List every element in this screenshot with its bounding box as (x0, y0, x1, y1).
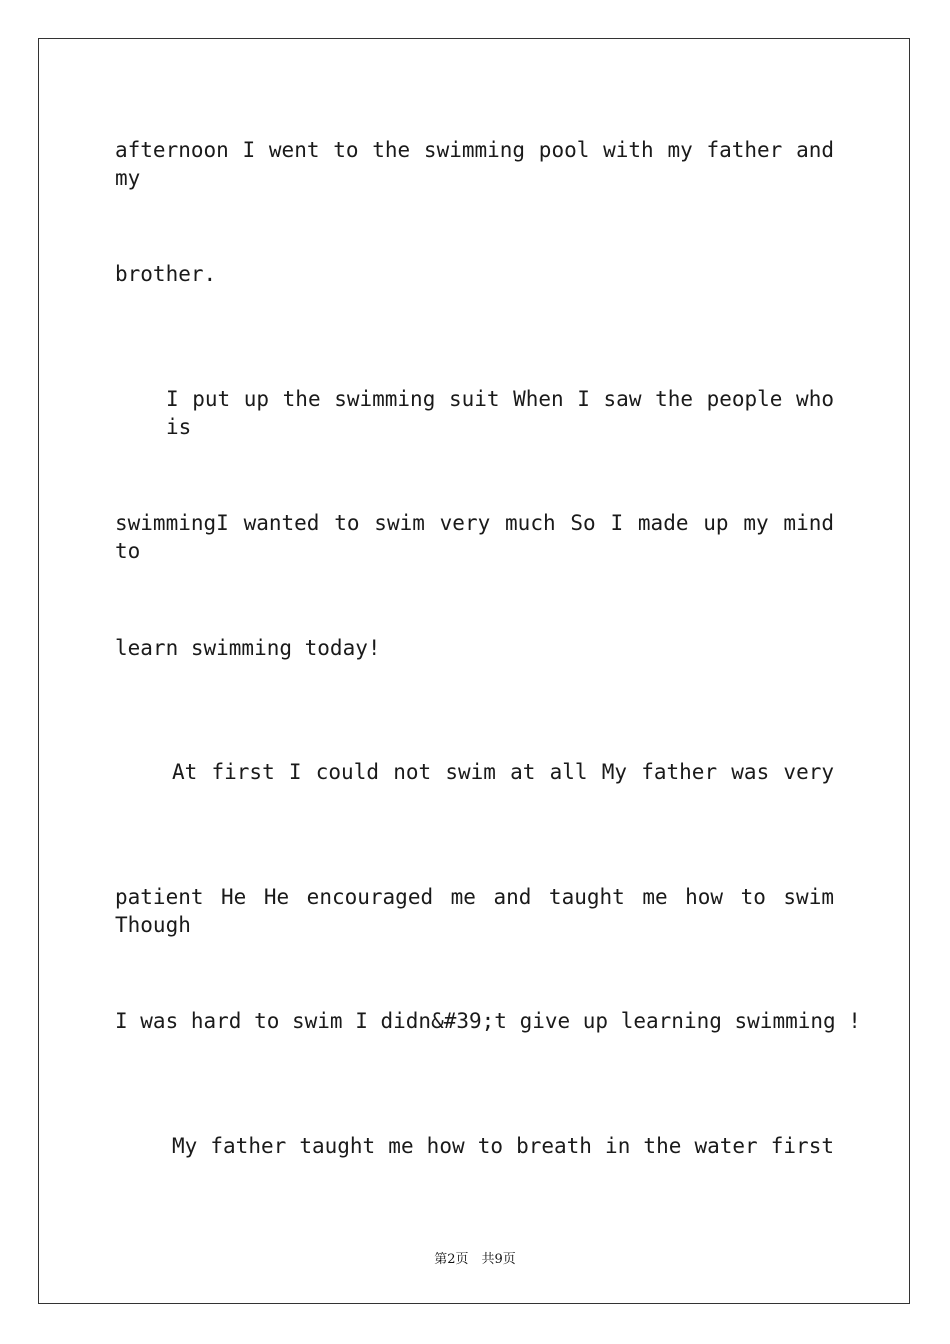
body-line-1: afternoon I went to the swimming pool with my father and my (115, 138, 834, 190)
body-line-6: At first I could not swim at all My father was very (172, 760, 834, 784)
body-line-8: I was hard to swim I didn&#39;t give up learning swimming ! (115, 1009, 861, 1033)
body-line-7: patient He He encouraged me and taught me how to swim Though (115, 885, 834, 937)
page-number-footer: 第2页 共9页 (434, 1252, 516, 1267)
body-line-5: learn swimming today! (115, 636, 381, 660)
page-border (38, 38, 910, 1304)
body-line-2: brother. (115, 262, 217, 286)
body-line-3: I put up the swimming suit When I saw the people who is (166, 387, 834, 439)
body-line-9: My father taught me how to breath in the water first (172, 1134, 834, 1158)
body-line-4: swimmingI wanted to swim very much So I made up my mind to (115, 511, 834, 563)
